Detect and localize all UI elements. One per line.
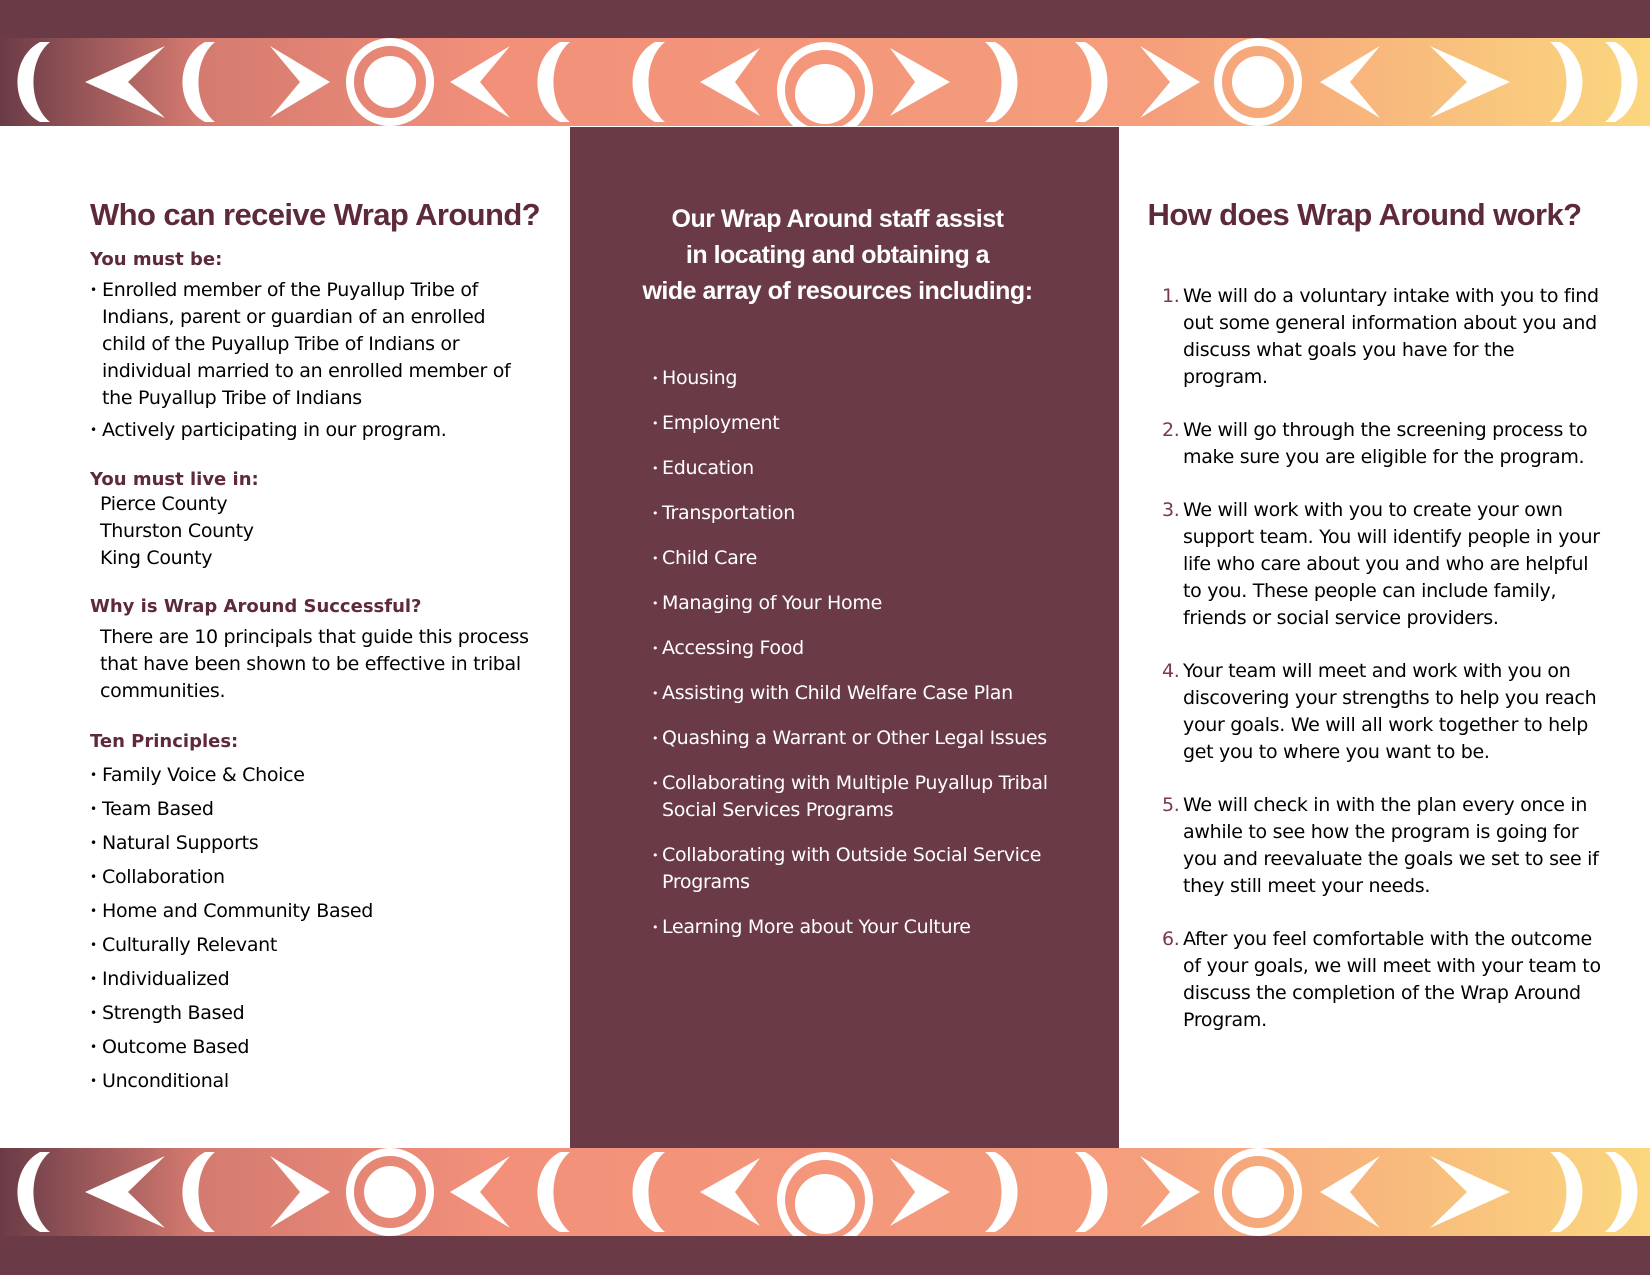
step-item bbox=[1162, 926, 1602, 1034]
step-number: 5. bbox=[1162, 794, 1180, 816]
step-number: 3. bbox=[1162, 499, 1180, 521]
principles-list bbox=[90, 758, 570, 1098]
resources-heading bbox=[556, 201, 1119, 309]
step-number: 4. bbox=[1162, 660, 1180, 682]
step-text: We will check in with the plan every once in awhile to see how the program is going for you and reevaluate the goals we set to see if they still meet your needs. bbox=[1183, 794, 1599, 897]
top-edge bbox=[0, 0, 1650, 38]
list-item: • Learning More about Your Culture bbox=[652, 914, 1119, 941]
list-item: • Managing of Your Home bbox=[652, 590, 1119, 617]
list-item: • Enrolled member of the Puyallup Tribe of Indians, parent or guardian of an enrolled child of the Puyallup Tribe of Indians or individual married to an enrolled member of the Puyallup Tribe of Indians bbox=[90, 277, 515, 412]
list-item: • Assisting with Child Welfare Case Plan bbox=[652, 680, 1119, 707]
step-item bbox=[1162, 283, 1602, 391]
step-item bbox=[1162, 497, 1602, 632]
step-text: We will go through the screening process to make sure you are eligible for the program. bbox=[1183, 419, 1588, 468]
list-item: • Family Voice & Choice bbox=[90, 758, 570, 792]
steps-list bbox=[1162, 283, 1602, 1034]
resources-heading-line: wide array of resources including: bbox=[642, 277, 1033, 305]
who-can-receive-heading: Who can receive Wrap Around? bbox=[90, 197, 541, 232]
list-item: • Accessing Food bbox=[652, 635, 1119, 662]
list-item: • Strength Based bbox=[90, 996, 570, 1030]
resources-list bbox=[652, 365, 1119, 941]
list-item: • Child Care bbox=[652, 545, 1119, 572]
must-be-list bbox=[90, 277, 515, 444]
step-text: Your team will meet and work with you on discovering your strengths to help you reach your goals. We will all work together to help get you to where you want to be. bbox=[1183, 660, 1597, 763]
must-live-label: You must live in: bbox=[90, 469, 259, 490]
list-item: • Transportation bbox=[652, 500, 1119, 527]
middle-panel bbox=[570, 127, 1119, 1148]
list-item: • Outcome Based bbox=[90, 1030, 570, 1064]
step-item bbox=[1162, 792, 1602, 900]
list-item: • Unconditional bbox=[90, 1064, 570, 1098]
list-item: • Housing bbox=[652, 365, 1119, 392]
list-item: • Actively participating in our program. bbox=[90, 417, 515, 444]
bottom-decorative-band bbox=[0, 1148, 1650, 1236]
list-item: • Team Based bbox=[90, 792, 570, 826]
step-text: We will do a voluntary intake with you to find out some general information about you and discuss what goals you have for the program. bbox=[1183, 285, 1599, 388]
must-be-label: You must be: bbox=[90, 249, 223, 270]
list-item: • Culturally Relevant bbox=[90, 928, 570, 962]
how-does-it-work-heading: How does Wrap Around work? bbox=[1147, 197, 1582, 232]
right-panel bbox=[1119, 127, 1650, 1148]
county-item: King County bbox=[100, 547, 213, 569]
why-successful-label: Why is Wrap Around Successful? bbox=[90, 596, 422, 617]
step-number: 2. bbox=[1162, 419, 1180, 441]
bottom-edge bbox=[0, 1236, 1650, 1275]
ten-principles-label: Ten Principles: bbox=[90, 731, 239, 752]
list-item: • Collaboration bbox=[90, 860, 570, 894]
list-item: • Education bbox=[652, 455, 1119, 482]
list-item: • Home and Community Based bbox=[90, 894, 570, 928]
list-item: • Natural Supports bbox=[90, 826, 570, 860]
step-text: We will work with you to create your own support team. You will identify people in your life who care about you and who are helpful to you. These people can include family, friends or social service providers. bbox=[1183, 499, 1600, 629]
step-text: After you feel comfortable with the outcome of your goals, we will meet with your team to discuss the completion of the Wrap Around Program. bbox=[1183, 928, 1601, 1031]
why-successful-text: There are 10 principals that guide this process that have been shown to be effective in tribal communities. bbox=[100, 626, 529, 702]
resources-heading-line: in locating and obtaining a bbox=[685, 241, 990, 269]
step-item bbox=[1162, 417, 1602, 471]
list-item: • Collaborating with Outside Social Service Programs bbox=[652, 842, 1067, 896]
step-item bbox=[1162, 658, 1602, 766]
list-item: • Employment bbox=[652, 410, 1119, 437]
step-number: 6. bbox=[1162, 928, 1180, 950]
list-item: • Individualized bbox=[90, 962, 570, 996]
county-item: Thurston County bbox=[100, 520, 254, 542]
left-panel bbox=[0, 127, 570, 1148]
step-number: 1. bbox=[1162, 285, 1180, 307]
list-item: • Quashing a Warrant or Other Legal Issues bbox=[652, 725, 1119, 752]
top-decorative-band bbox=[0, 38, 1650, 126]
county-list bbox=[90, 491, 570, 572]
county-item: Pierce County bbox=[100, 493, 228, 515]
list-item: • Collaborating with Multiple Puyallup Tribal Social Services Programs bbox=[652, 770, 1067, 824]
resources-heading-line: Our Wrap Around staff assist bbox=[671, 205, 1004, 233]
